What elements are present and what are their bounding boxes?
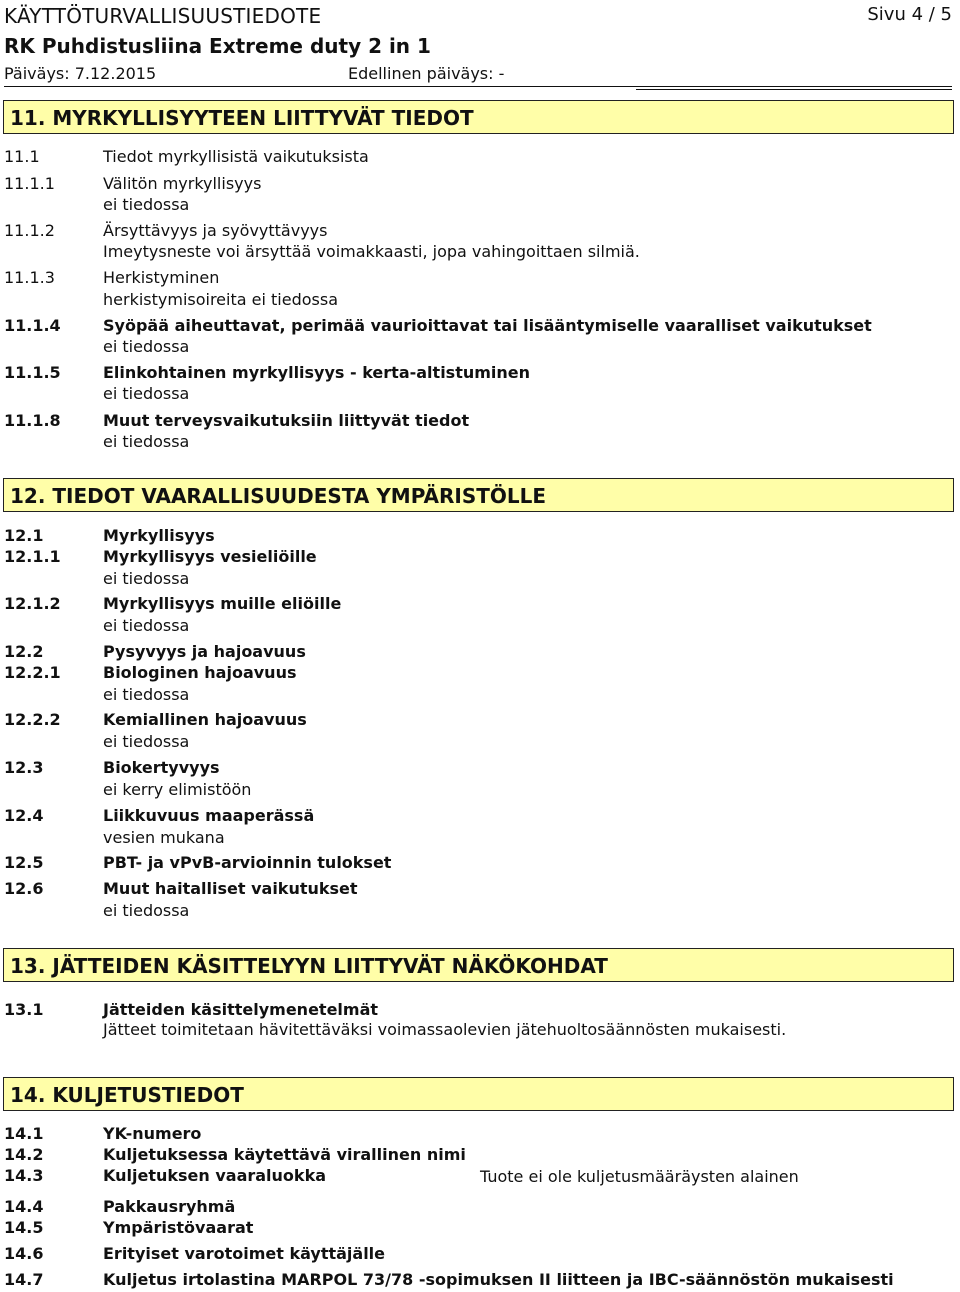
- section-label: PBT- ja vPvB-arvioinnin tulokset: [103, 853, 392, 872]
- section-label: Myrkyllisyys muille eliöille: [103, 594, 342, 613]
- section-12-heading: 12. TIEDOT VAARALLISUUDESTA YMPÄRISTÖLLE: [3, 478, 954, 512]
- value-11-1-4: ei tiedossa: [103, 337, 190, 356]
- section-number: 11.1: [4, 147, 40, 166]
- value-12-4: vesien mukana: [103, 828, 225, 847]
- section-label: Välitön myrkyllisyys: [103, 174, 262, 193]
- section-number: 14.4: [4, 1197, 44, 1216]
- section-label: Pysyvyys ja hajoavuus: [103, 642, 306, 661]
- section-label: Pakkausryhmä: [103, 1197, 236, 1216]
- section-number: 11.1.5: [4, 363, 61, 382]
- section-number: 12.1: [4, 526, 44, 545]
- section-label: Muut haitalliset vaikutukset: [103, 879, 358, 898]
- section-label: Elinkohtainen myrkyllisyys - kerta-altistuminen: [103, 363, 531, 382]
- section-number: 14.6: [4, 1244, 44, 1263]
- section-label: Kuljetuksessa käytettävä virallinen nimi: [103, 1145, 466, 1164]
- section-label: YK-numero: [103, 1124, 202, 1143]
- value-12-2-2: ei tiedossa: [103, 732, 190, 751]
- section-number: 14.3: [4, 1166, 44, 1185]
- section-number: 12.1.2: [4, 594, 61, 613]
- page-number: Sivu 4 / 5: [867, 4, 952, 25]
- section-label: Ärsyttävyys ja syövyttävyys: [103, 221, 328, 240]
- section-number: 12.2: [4, 642, 44, 661]
- value-12-6: ei tiedossa: [103, 901, 190, 920]
- section-number: 12.5: [4, 853, 44, 872]
- section-label: Kuljetuksen vaaraluokka: [103, 1166, 326, 1185]
- document-title: KÄYTTÖTURVALLISUUSTIEDOTE: [4, 4, 322, 28]
- section-number: 11.1.4: [4, 316, 61, 335]
- section-number: 11.1.2: [4, 221, 55, 240]
- section-11-heading: 11. MYRKYLLISYYTEEN LIITTYVÄT TIEDOT: [3, 100, 954, 134]
- section-number: 14.1: [4, 1124, 44, 1143]
- section-label: Myrkyllisyys vesieliöille: [103, 547, 317, 566]
- section-label: Erityiset varotoimet käyttäjälle: [103, 1244, 386, 1263]
- value-12-1-2: ei tiedossa: [103, 616, 190, 635]
- section-label: Jätteiden käsittelymenetelmät: [103, 1000, 379, 1019]
- section-number: 12.1.1: [4, 547, 61, 566]
- value-12-1-1: ei tiedossa: [103, 569, 190, 588]
- section-number: 11.1.8: [4, 411, 61, 430]
- section-number: 14.2: [4, 1145, 44, 1164]
- value-14-3: Tuote ei ole kuljetusmääräysten alainen: [480, 1167, 799, 1186]
- issue-date: Päiväys: 7.12.2015: [4, 64, 157, 83]
- section-label: Myrkyllisyys: [103, 526, 215, 545]
- section-label: Syöpää aiheuttavat, perimää vaurioittavat tai lisääntymiselle vaaralliset vaikutukset: [103, 316, 872, 335]
- section-number: 12.4: [4, 806, 44, 825]
- section-number: 11.1.3: [4, 268, 55, 287]
- value-11-1-2: Imeytysneste voi ärsyttää voimakkaasti, jopa vahingoittaen silmiä.: [103, 242, 640, 261]
- value-11-1-5: ei tiedossa: [103, 384, 190, 403]
- section-label: Kemiallinen hajoavuus: [103, 710, 307, 729]
- section-label: Biologinen hajoavuus: [103, 663, 297, 682]
- previous-date: Edellinen päiväys: -: [348, 64, 505, 83]
- section-number: 12.6: [4, 879, 44, 898]
- section-number: 12.3: [4, 758, 44, 777]
- header-divider-secondary: [636, 89, 952, 90]
- section-number: 13.1: [4, 1000, 44, 1019]
- value-12-3: ei kerry elimistöön: [103, 780, 252, 799]
- section-label: Tiedot myrkyllisistä vaikutuksista: [103, 147, 369, 166]
- section-number: 12.2.2: [4, 710, 61, 729]
- section-label: Ympäristövaarat: [103, 1218, 254, 1237]
- value-12-2-1: ei tiedossa: [103, 685, 190, 704]
- value-11-1-3: herkistymisoireita ei tiedossa: [103, 290, 338, 309]
- section-label: Kuljetus irtolastina MARPOL 73/78 -sopimuksen II liitteen ja IBC-säännöstön mukaisesti: [103, 1270, 894, 1289]
- section-label: Biokertyvyys: [103, 758, 220, 777]
- value-13-1: Jätteet toimitetaan hävitettäväksi voimassaolevien jätehuoltosäännösten mukaisesti.: [103, 1020, 787, 1039]
- section-number: 11.1.1: [4, 174, 55, 193]
- section-label: Muut terveysvaikutuksiin liittyvät tiedot: [103, 411, 470, 430]
- section-13-heading: 13. JÄTTEIDEN KÄSITTELYYN LIITTYVÄT NÄKÖKOHDAT: [3, 948, 954, 982]
- section-number: 12.2.1: [4, 663, 61, 682]
- value-11-1-8: ei tiedossa: [103, 432, 190, 451]
- header-divider: [4, 86, 952, 87]
- section-label: Liikkuvuus maaperässä: [103, 806, 315, 825]
- section-14-heading: 14. KULJETUSTIEDOT: [3, 1077, 954, 1111]
- value-11-1-1: ei tiedossa: [103, 195, 190, 214]
- section-number: 14.7: [4, 1270, 44, 1289]
- product-name: RK Puhdistusliina Extreme duty 2 in 1: [4, 34, 431, 58]
- section-label: Herkistyminen: [103, 268, 220, 287]
- section-number: 14.5: [4, 1218, 44, 1237]
